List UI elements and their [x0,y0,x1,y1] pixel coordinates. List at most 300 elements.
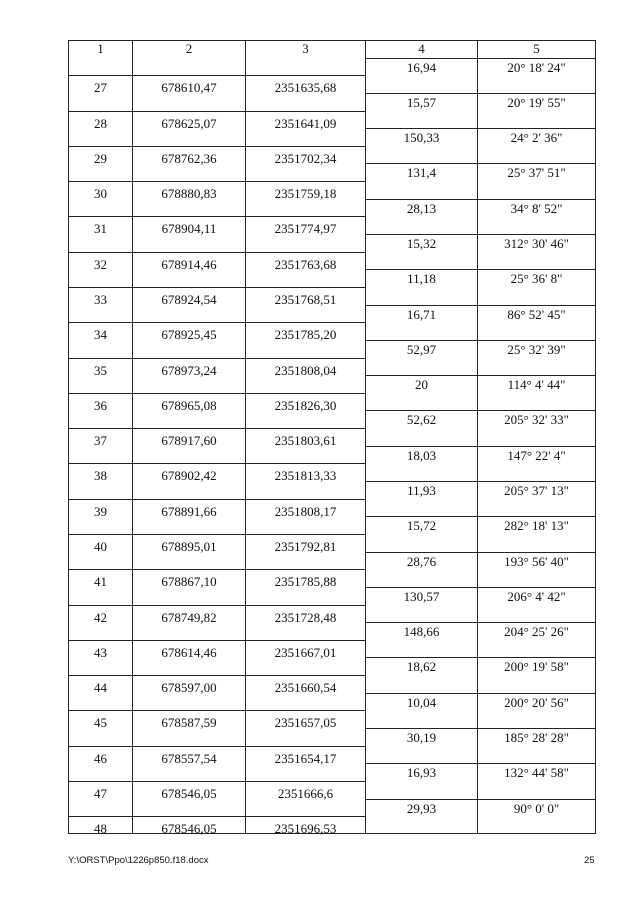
table-cell [132,463,245,484]
table-cell [245,358,365,376]
coord-y: 2351785,20 [274,327,337,343]
header-cell [132,40,245,58]
table-cell [477,216,596,234]
table-cell [132,605,245,623]
table-cell [68,816,132,837]
table-cell [68,410,132,428]
header-cell [365,40,477,58]
segment-row [68,199,596,217]
coord-y: 2351728,48 [274,609,337,625]
point-number: 38 [94,468,107,484]
point-row [68,181,596,202]
table-cell [132,181,245,202]
table-cell [365,693,477,711]
table-cell [477,305,596,323]
table-cell [132,410,245,428]
table-cell [68,463,132,484]
table-cell [68,657,132,675]
point-number: 46 [94,750,107,766]
point-row [68,75,596,96]
table-cell [365,234,477,252]
table-cell [365,305,477,323]
point-number: 30 [94,186,107,202]
segment-row [68,163,596,181]
table-cell [477,763,596,781]
table-cell [477,358,596,376]
point-row [68,605,596,623]
table-cell [68,340,132,358]
table-cell [365,640,477,658]
coord-y: 2351759,18 [274,186,337,202]
coord-y: 2351657,05 [274,715,337,731]
segment-row [68,728,596,746]
segment-row [68,305,596,323]
segment-row [68,340,596,358]
table-cell [132,622,245,640]
table-header-row [68,40,596,58]
table-cell [477,728,596,746]
table-cell [68,322,132,343]
table-cell [132,534,245,552]
table-cell [477,163,596,181]
header-col-2: 2 [185,41,193,56]
table-cell [132,657,245,675]
direction-angle: 114° 4' 44" [507,377,566,393]
table-cell [68,163,132,181]
table-cell [477,693,596,711]
point-number: 44 [94,680,107,696]
table-cell [245,410,365,428]
table-cell [245,816,365,837]
coord-y: 2351774,97 [274,221,337,237]
segment-length: 150,33 [403,130,440,146]
table-cell [365,269,477,287]
point-number: 27 [94,80,107,96]
table-cell [245,587,365,605]
table-cell [68,693,132,711]
table-cell [365,446,477,464]
point-row [68,252,596,270]
table-cell [132,375,245,393]
table-cell [365,622,477,640]
point-number: 32 [94,256,107,272]
direction-angle: 25° 37' 51" [507,165,566,181]
table-cell [245,58,365,76]
segment-row [68,481,596,499]
table-cell [245,693,365,711]
table-cell [245,322,365,343]
point-number: 35 [94,362,107,378]
table-cell [68,269,132,287]
direction-angle: 205° 37' 13" [504,483,569,499]
table-cell [477,234,596,252]
point-row [68,746,596,764]
point-row [68,640,596,658]
coord-x: 678880,83 [161,186,217,202]
segment-row [68,375,596,393]
point-number: 28 [94,115,107,131]
table-cell [68,763,132,781]
table-cell [132,146,245,164]
segment-length: 15,32 [406,236,437,252]
table-cell [132,499,245,517]
coord-y: 2351696,53 [274,821,337,837]
table-cell [68,358,132,376]
coord-x: 678924,54 [161,291,217,307]
direction-angle: 200° 20' 56" [504,694,569,710]
table-cell [245,728,365,746]
table-cell [245,569,365,590]
table-cell [245,605,365,623]
point-row [68,428,596,449]
point-row [68,216,596,237]
point-row [68,322,596,343]
segment-row [68,446,596,464]
table-cell [477,463,596,481]
table-cell [365,111,477,129]
header-col-5: 5 [533,41,540,56]
direction-angle: 20° 18' 24" [507,59,566,75]
table-cell [477,622,596,640]
table-cell [68,146,132,164]
footer-page-number: 25 [584,855,595,866]
segment-length: 15,57 [406,94,437,110]
table-cell [245,199,365,217]
point-number: 45 [94,715,107,731]
table-cell [132,569,245,590]
segment-length: 148,66 [403,624,440,640]
table-cell [365,146,477,164]
table-cell [365,163,477,181]
table-cell [68,428,132,449]
coord-y: 2351763,68 [274,256,337,272]
table-cell [132,163,245,181]
segment-length: 30,19 [406,729,437,745]
coord-x: 678917,60 [161,433,217,449]
table-cell [132,428,245,449]
table-cell [68,234,132,252]
segment-row [68,657,596,675]
direction-angle: 204° 25' 26" [504,624,569,640]
direction-angle: 132° 44' 58" [504,765,569,781]
segment-length: 52,97 [406,341,437,357]
segment-row [68,93,596,111]
coord-x: 678973,24 [161,362,217,378]
table-cell [245,799,365,817]
table-cell [365,763,477,781]
table-cell [477,252,596,270]
table-cell [245,534,365,552]
segment-length: 16,94 [406,59,437,75]
table-cell [245,75,365,96]
coord-y: 2351768,51 [274,291,337,307]
point-row [68,499,596,517]
direction-angle: 185° 28' 28" [504,729,569,745]
coord-x: 678891,66 [161,503,217,519]
point-number: 48 [94,821,107,837]
table-cell [477,446,596,464]
table-cell [68,305,132,323]
table-cell [68,128,132,146]
table-cell [245,111,365,129]
coord-x: 678749,82 [161,609,217,625]
table-cell [477,516,596,534]
direction-angle: 205° 32' 33" [504,412,569,428]
direction-angle: 25° 32' 39" [507,341,566,357]
table-cell [132,763,245,781]
table-cell [68,252,132,270]
table-cell [68,746,132,764]
table-cell [365,816,477,834]
table-cell [477,410,596,428]
table-cell [68,587,132,605]
coord-x: 678895,01 [161,538,217,554]
table-cell [132,234,245,252]
table-cell [365,552,477,570]
point-number: 47 [94,785,107,801]
table-cell [477,146,596,164]
point-row [68,675,596,696]
table-cell [245,305,365,323]
table-cell [132,358,245,376]
table-cell [477,640,596,658]
segment-length: 131,4 [406,165,437,181]
table-cell [477,393,596,411]
coord-x: 678904,11 [161,221,217,237]
table-cell [245,252,365,270]
direction-angle: 282° 18' 13" [504,518,569,534]
point-row [68,710,596,731]
table-cell [365,93,477,111]
table-cell [68,799,132,817]
coord-x: 678610,47 [161,80,217,96]
coord-y: 2351785,88 [274,574,337,590]
segment-row [68,128,596,146]
point-number: 31 [94,221,107,237]
segment-length: 29,93 [406,800,437,816]
table-cell [68,499,132,517]
table-cell [477,93,596,111]
coord-x: 678546,05 [161,785,217,801]
segment-length: 15,72 [406,518,437,534]
table-cell [245,375,365,393]
direction-angle: 25° 36' 8" [510,271,563,287]
table-cell [365,569,477,587]
coord-y: 2351813,33 [274,468,337,484]
point-number: 36 [94,397,107,413]
table-cell [477,481,596,499]
table-cell [477,710,596,728]
coord-y: 2351808,17 [274,503,337,519]
segment-row [68,269,596,287]
segment-length: 16,71 [406,306,437,322]
segment-length: 28,76 [406,553,437,569]
table-cell [477,799,596,817]
table-cell [365,75,477,93]
point-row [68,816,596,837]
point-number: 37 [94,433,107,449]
table-cell [245,146,365,164]
table-cell [365,58,477,76]
table-cell [68,287,132,305]
coord-x: 678557,54 [161,750,217,766]
table-cell [245,710,365,731]
table-cell [477,746,596,764]
table-cell [132,340,245,358]
table-cell [68,605,132,623]
segment-length: 11,93 [407,483,436,499]
coord-x: 678625,07 [161,115,217,131]
table-cell [245,746,365,764]
table-cell [68,552,132,570]
table-cell [132,675,245,696]
coord-x: 678614,46 [161,644,217,660]
coord-y: 2351654,17 [274,750,337,766]
point-number: 40 [94,538,107,554]
table-cell [68,111,132,129]
table-cell [245,340,365,358]
table-cell [132,58,245,76]
point-number: 43 [94,644,107,660]
segment-length: 16,93 [406,765,437,781]
table-cell [477,675,596,693]
table-cell [68,781,132,799]
header-cell [68,40,132,58]
table-cell [477,322,596,340]
segment-row [68,552,596,570]
footer-file-path: Y:\ORST\Ppo\1226p850.f18.docx [68,855,209,866]
table-cell [365,675,477,693]
point-number: 34 [94,327,107,343]
point-row [68,463,596,484]
table-cell [68,710,132,731]
table-cell [365,481,477,499]
table-cell [477,569,596,587]
coord-x: 678762,36 [161,150,217,166]
table-cell [132,111,245,129]
table-cell [132,269,245,287]
header-col-4: 4 [418,41,425,56]
table-cell [68,534,132,552]
table-cell [132,587,245,605]
table-cell [245,181,365,202]
coord-x: 678597,00 [161,680,217,696]
table-cell [365,463,477,481]
point-row [68,781,596,799]
table-cell [245,763,365,781]
coord-x: 678965,08 [161,397,217,413]
table-cell [365,499,477,517]
table-cell [132,799,245,817]
table-cell [365,605,477,623]
table-cell [132,93,245,111]
table-cell [132,728,245,746]
direction-angle: 90° 0' 0" [513,800,560,816]
table-cell [477,428,596,446]
table-cell [477,199,596,217]
table-cell [365,781,477,799]
table-cell [477,75,596,93]
coord-y: 2351702,34 [274,150,337,166]
segment-row [68,234,596,252]
table-cell [132,128,245,146]
point-row [68,393,596,411]
table-cell [365,428,477,446]
point-number: 29 [94,150,107,166]
table-cell [132,816,245,837]
table-cell [68,569,132,590]
direction-angle: 147° 22' 4" [507,447,566,463]
segment-length: 18,62 [406,659,437,675]
table-cell [245,622,365,640]
table-cell [132,393,245,411]
table-cell [68,375,132,393]
table-cell [477,287,596,305]
table-cell [68,675,132,696]
table-cell [477,340,596,358]
point-row [68,534,596,552]
direction-angle: 206° 4' 42" [507,588,566,604]
table-cell [245,163,365,181]
direction-angle: 200° 19' 58" [504,659,569,675]
segment-row [68,622,596,640]
table-cell [245,128,365,146]
table-cell [68,728,132,746]
coord-y: 2351808,04 [274,362,337,378]
table-cell [477,375,596,393]
direction-angle: 86° 52' 45" [507,306,566,322]
point-number: 42 [94,609,107,625]
direction-angle: 24° 2' 36" [510,130,563,146]
table-cell [245,657,365,675]
table-cell [245,234,365,252]
table-cell [477,657,596,675]
table-cell [365,587,477,605]
table-cell [132,710,245,731]
table-cell [132,746,245,764]
table-cell [68,393,132,411]
table-cell [68,181,132,202]
table-cell [245,216,365,237]
table-cell [365,358,477,376]
table-cell [132,552,245,570]
point-number: 33 [94,291,107,307]
header-col-1: 1 [97,41,104,56]
direction-angle: 312° 30' 46" [504,236,569,252]
table-cell [245,481,365,499]
coord-y: 2351660,54 [274,680,337,696]
table-cell [477,552,596,570]
table-cell [365,710,477,728]
segment-length: 130,57 [403,588,440,604]
table-cell [245,675,365,696]
coord-x: 678546,05 [161,821,217,837]
table-cell [477,128,596,146]
segment-length: 52,62 [406,412,437,428]
segment-row [68,693,596,711]
segment-row [68,763,596,781]
table-cell [68,199,132,217]
table-cell [245,446,365,464]
table-cell [68,216,132,237]
table-cell [132,693,245,711]
table-cell [245,781,365,799]
table-cell [365,728,477,746]
table-cell [245,640,365,658]
table-cell [68,75,132,96]
coord-y: 2351803,61 [274,433,337,449]
table-cell [132,446,245,464]
